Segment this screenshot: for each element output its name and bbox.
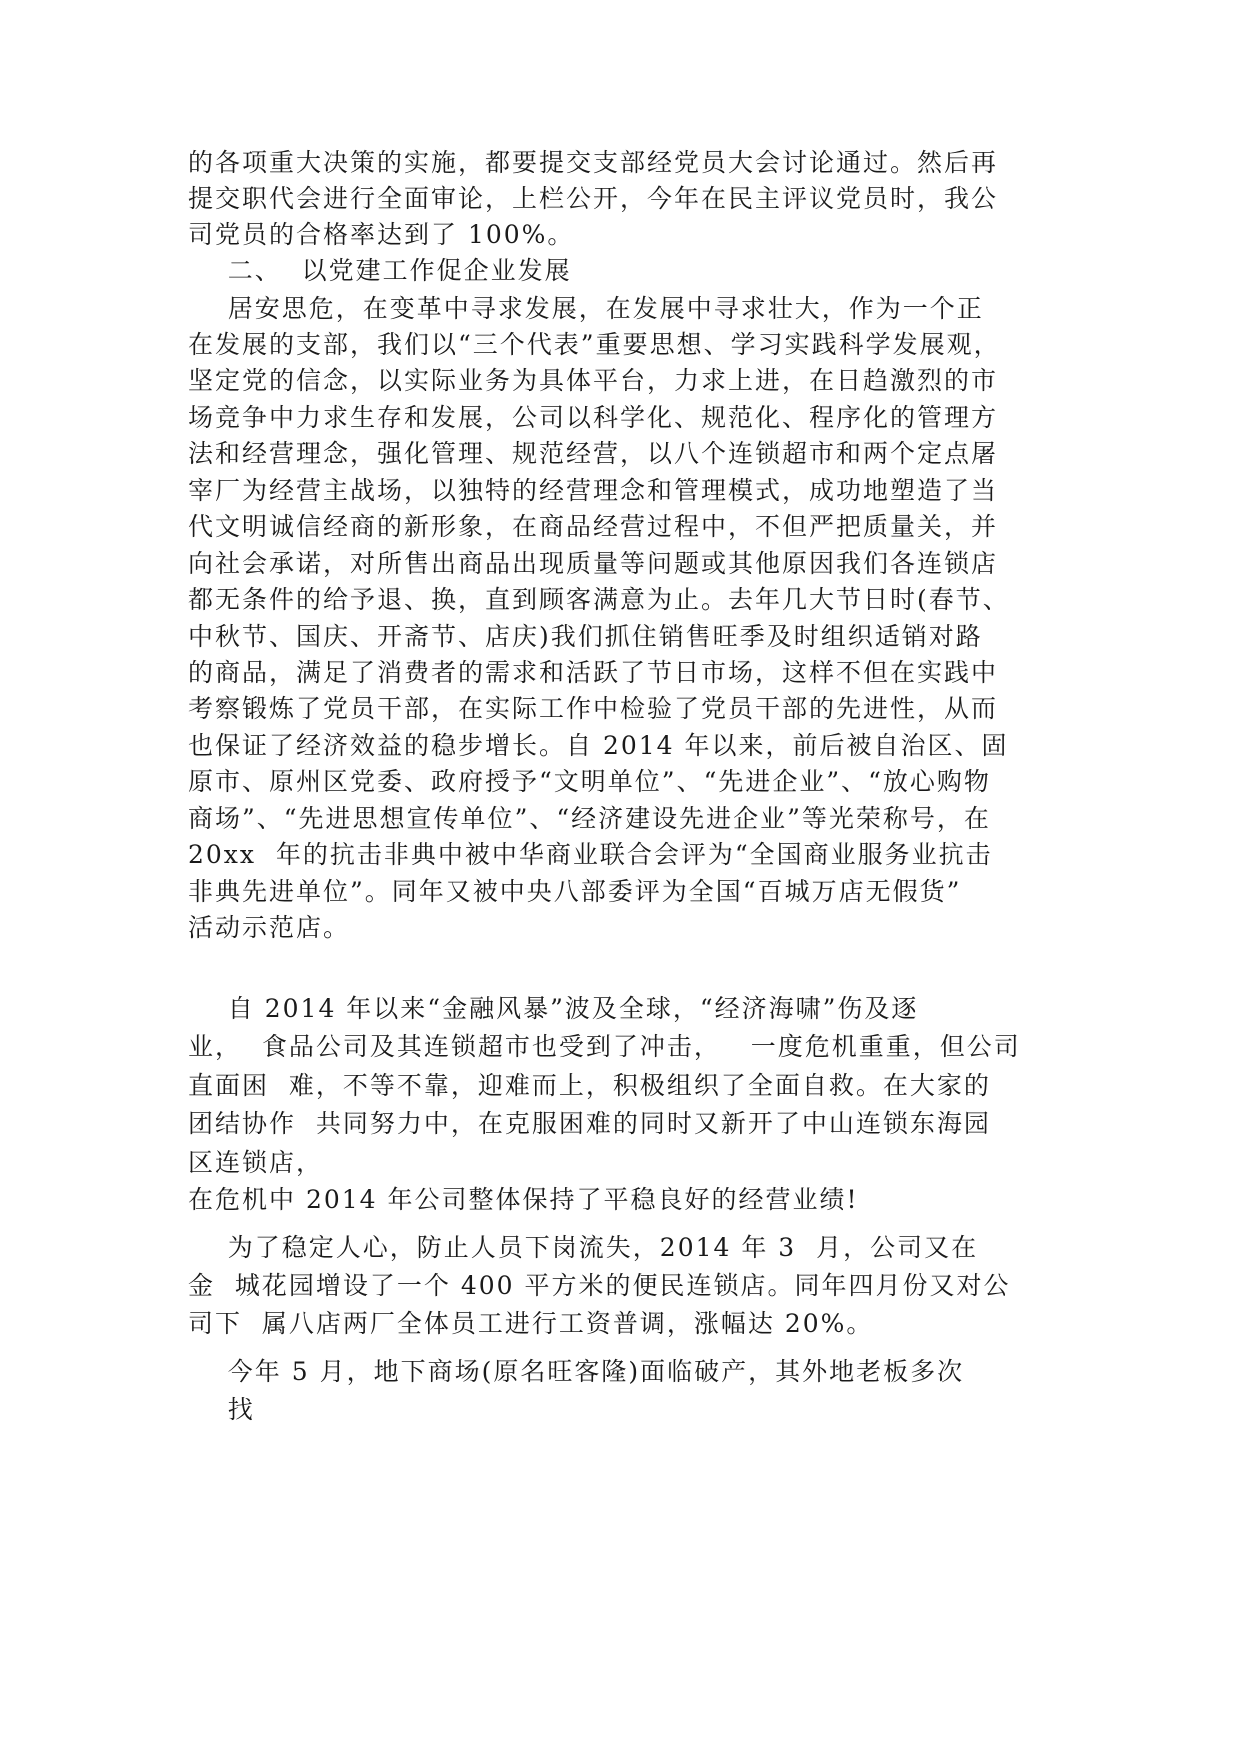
body-text-line: 也保证了经济效益的稳步增长。自 2014 年以来，前后被自治区、固 [188, 731, 1009, 760]
body-text-line: 场竞争中力求生存和发展，公司以科学化、规范化、程序化的管理方 [188, 403, 999, 432]
body-text-line: 宰厂为经营主战场，以独特的经营理念和管理模式，成功地塑造了当 [188, 476, 999, 505]
body-text-line: 团结协作 共同努力中，在克服困难的同时又新开了中山连锁东海园 [188, 1109, 991, 1138]
body-text-line: 都无条件的给予退、换，直到顾客满意为止。去年几大节日时(春节、 [188, 585, 1010, 614]
body-text-line: 今年 5 月，地下商场(原名旺客隆)面临破产，其外地老板多次 [188, 1357, 965, 1386]
section-heading: 二、 以党建工作促企业发展 [188, 256, 572, 285]
body-text-line: 的商品，满足了消费者的需求和活跃了节日市场，这样不但在实践中 [188, 658, 999, 687]
body-text-line: 坚定党的信念，以实际业务为具体平台，力求上进，在日趋激烈的市 [188, 366, 999, 395]
body-text-line: 非典先进单位”。同年又被中央八部委评为全国“百城万店无假货” [188, 877, 962, 906]
body-text-line: 直面困 难，不等不靠，迎难而上，积极组织了全面自救。在大家的 [188, 1071, 991, 1100]
body-text-line: 代文明诚信经商的新形象，在商品经营过程中，不但严把质量关，并 [188, 512, 999, 541]
body-text-line: 司下 属八店两厂全体员工进行工资普调，涨幅达 20%。 [188, 1309, 874, 1338]
body-text-line: 原市、原州区党委、政府授予“文明单位”、“先进企业”、“放心购物 [188, 767, 991, 796]
body-text-line: 的各项重大决策的实施，都要提交支部经党员大会讨论通过。然后再 [188, 148, 999, 177]
body-text-line: 向社会承诺，对所售出商品出现质量等问题或其他原因我们各连锁店 [188, 549, 999, 578]
body-text-line: 中秋节、国庆、开斋节、店庆)我们抓住销售旺季及时组织适销对路 [188, 622, 983, 651]
body-text-line: 商场”、“先进思想宣传单位”、“经济建设先进企业”等光荣称号，在 [188, 804, 991, 833]
body-text-line: 居安思危，在变革中寻求发展，在发展中寻求壮大，作为一个正 [188, 294, 984, 323]
body-text-line: 提交职代会进行全面审论，上栏公开，今年在民主评议党员时，我公 [188, 184, 999, 213]
body-text-line: 法和经营理念，强化管理、规范经营，以八个连锁超市和两个定点屠 [188, 439, 999, 468]
body-text-line: 在危机中 2014 年公司整体保持了平稳良好的经营业绩! [188, 1185, 859, 1214]
body-text-line: 区连锁店， [188, 1148, 324, 1177]
body-text-line: 20xx 年的抗击非典中被中华商业联合会评为“全国商业服务业抗击 [188, 840, 993, 869]
body-text-line: 考察锻炼了党员干部，在实际工作中检验了党员干部的先进性，从而 [188, 694, 999, 723]
body-text-line: 找 [188, 1395, 255, 1424]
body-text-line: 为了稳定人心，防止人员下岗流失，2014 年 3 月，公司又在 [188, 1233, 979, 1262]
body-text-line: 活动示范店。 [188, 913, 351, 942]
body-text-line: 业， 食品公司及其连锁超市也受到了冲击， 一度危机重重，但公司 [188, 1032, 1021, 1061]
body-text-line: 司党员的合格率达到了 100%。 [188, 220, 575, 249]
body-text-line: 自 2014 年以来“金融风暴”波及全球，“经济海啸”伤及逐 [188, 994, 919, 1023]
body-text-line: 在发展的支部，我们以“三个代表”重要思想、学习实践科学发展观， [188, 330, 1001, 359]
body-text-line: 金 城花园增设了一个 400 平方米的便民连锁店。同年四月份又对公 [188, 1271, 1011, 1300]
